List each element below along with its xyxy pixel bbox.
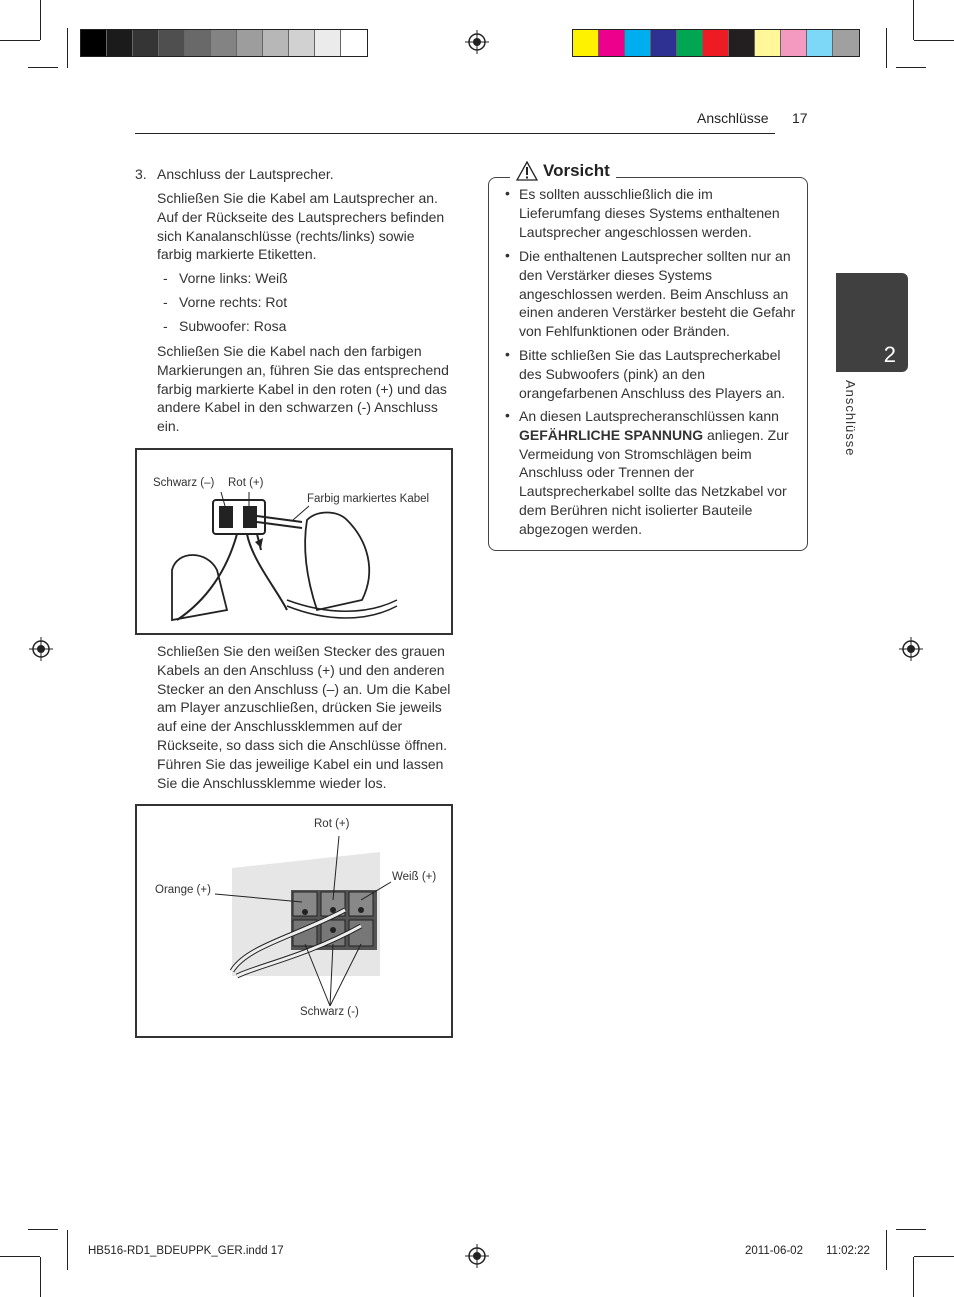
bullet: • — [505, 247, 510, 263]
color-swatch — [341, 30, 367, 56]
list-dash: - — [163, 294, 168, 310]
crop-mark — [0, 1256, 40, 1257]
caution-title: Vorsicht — [543, 161, 610, 180]
caution-item-text: anliegen. Zur Vermeidung von Stromschlägen beim Anschluss oder Trennen der Lautsprecherkabel sollte das Netzkabel vor dem Berühren nicht isolierter Bauteile abgezogen werden. — [519, 426, 789, 537]
crop-mark — [886, 28, 887, 68]
color-swatch — [677, 30, 703, 56]
list-item: Vorne links: Weiß — [179, 270, 288, 286]
header-rule — [135, 133, 775, 134]
color-swatch — [599, 30, 625, 56]
crop-mark — [28, 67, 58, 68]
bullet: • — [505, 346, 510, 362]
caution-item: Es sollten ausschließlich die im Lieferumfang dieses Systems enthaltenen Lautsprecher angeschlossen werden. — [519, 186, 780, 240]
footer-time: 11:02:22 — [826, 1245, 870, 1257]
player-terminal-illustration — [137, 806, 451, 1036]
crop-mark — [913, 1257, 914, 1297]
crop-mark — [886, 1230, 887, 1270]
caution-item: Bitte schließen Sie das Lautsprecherkabel des Subwoofers (pink) an den orangefarbenen Anschluss des Players an. — [519, 347, 786, 401]
list-dash: - — [163, 270, 168, 286]
crop-mark — [913, 0, 914, 40]
color-swatch — [211, 30, 237, 56]
player-connection-figure — [135, 804, 453, 1038]
warning-icon — [516, 161, 538, 181]
crop-mark — [67, 1230, 68, 1270]
chapter-tab — [836, 273, 908, 372]
step-number: 3. — [135, 166, 147, 182]
registration-mark-icon — [29, 637, 53, 661]
crop-mark — [40, 1257, 41, 1297]
caution-item: Die enthaltenen Lautsprecher sollten nur an den Verstärker dieses Systems angeschlossen werden. Beim Anschluss an einen anderen Verstärker besteht die Gefahr von Fehlfunktionen oder Bränden. — [519, 248, 796, 340]
color-swatch — [625, 30, 651, 56]
crop-mark — [896, 1229, 926, 1230]
label-red-terminal: Rot (+) — [228, 477, 264, 489]
caution-item-text: An diesen Lautsprecheranschlüssen kann — [519, 408, 779, 424]
label-marked-cable: Farbig markiertes Kabel — [307, 493, 430, 505]
color-swatch — [315, 30, 341, 56]
color-swatch — [807, 30, 833, 56]
color-swatch — [573, 30, 599, 56]
registration-mark-icon — [465, 30, 489, 54]
crop-mark — [896, 67, 926, 68]
crop-mark — [914, 40, 954, 41]
paragraph: Schließen Sie die Kabel am Lautsprecher an. Auf der Rückseite des Lautsprechers befinden sich Kanalanschlüsse (rechts/links) sowie farbig markierte Etiketten. — [157, 190, 445, 263]
label-orange-terminal: Orange (+) — [155, 884, 211, 896]
caution-item — [519, 407, 797, 539]
color-swatch — [289, 30, 315, 56]
label-red-terminal: Rot (+) — [314, 818, 350, 830]
crop-mark — [28, 1229, 58, 1230]
bullet: • — [505, 407, 510, 423]
crop-mark — [67, 28, 68, 68]
list-dash: - — [163, 318, 168, 334]
chapter-label: Anschlüsse — [843, 380, 858, 457]
crop-mark — [40, 0, 41, 40]
list-item: Subwoofer: Rosa — [179, 318, 287, 334]
color-swatch — [159, 30, 185, 56]
crop-mark — [914, 1256, 954, 1257]
danger-voltage-text: GEFÄHRLICHE SPANNUNG — [519, 426, 704, 443]
color-swatch — [729, 30, 755, 56]
registration-mark-icon — [465, 1244, 489, 1268]
page-number: 17 — [792, 110, 808, 126]
registration-mark-icon — [899, 637, 923, 661]
color-swatch — [185, 30, 211, 56]
step-title: Anschluss der Lautsprecher. — [157, 166, 334, 182]
color-swatch — [81, 30, 107, 56]
color-swatch — [651, 30, 677, 56]
color-swatch — [237, 30, 263, 56]
color-swatch — [133, 30, 159, 56]
label-white-terminal: Weiß (+) — [392, 871, 437, 883]
speaker-connection-figure — [135, 448, 453, 635]
section-title: Anschlüsse — [697, 110, 769, 126]
gray-color-bar — [80, 29, 368, 57]
caution-header — [510, 161, 616, 181]
crop-mark — [0, 40, 40, 41]
color-swatch — [703, 30, 729, 56]
label-black-terminal: Schwarz (–) — [153, 477, 215, 489]
footer-date: 2011-06-02 — [745, 1245, 803, 1257]
process-color-bar — [572, 29, 860, 57]
color-swatch — [781, 30, 807, 56]
footer-filename: HB516-RD1_BDEUPPK_GER.indd 17 — [88, 1245, 284, 1257]
bullet: • — [505, 185, 510, 201]
color-swatch — [263, 30, 289, 56]
list-item: Vorne rechts: Rot — [179, 294, 288, 310]
color-swatch — [755, 30, 781, 56]
paragraph: Schließen Sie die Kabel nach den farbigen Markierungen an, führen Sie das entsprechend farbig markierte Kabel in den roten (+) und das andere Kabel in den schwarzen (-) Anschluss ein. — [157, 343, 449, 435]
color-swatch — [833, 30, 859, 56]
color-swatch — [107, 30, 133, 56]
chapter-number: 2 — [883, 342, 896, 367]
paragraph: Schließen Sie den weißen Stecker des grauen Kabels an den Anschluss (+) und den anderen Stecker an den Anschluss (–) an. Um die Kabel am Player anzuschließen, drücken Sie jeweils auf eine der Anschlussklemmen auf der Rückseite, so dass sich die Anschlüsse öffnen. Führen Sie das jeweilige Kabel ein und lassen Sie die Anschlussklemme wieder los. — [157, 643, 451, 791]
label-black-terminals: Schwarz (-) — [300, 1006, 359, 1018]
